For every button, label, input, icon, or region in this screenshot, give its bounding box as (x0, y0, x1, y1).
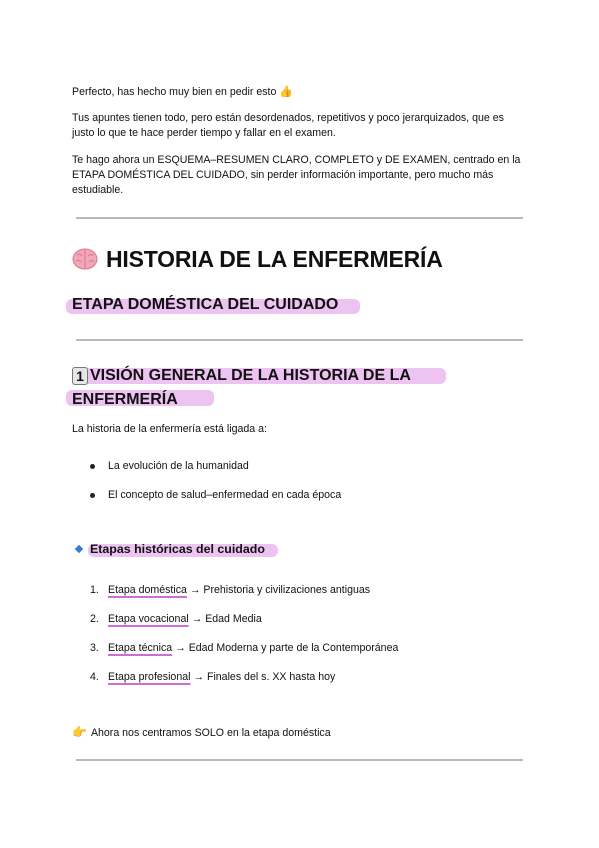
note-line (72, 725, 524, 741)
stage-number: 1. (90, 584, 99, 596)
intro-paragraph-3: Te hago ahora un ESQUEMA–RESUMEN CLARO, COMPLETO y DE EXAMEN, centrado en la ETAPA DOMÉSTICA DEL CUIDADO, sin perder información importante, pero mucho más estudiable. (72, 154, 521, 196)
list-item-text: El concepto de salud–enfermedad en cada época (108, 489, 342, 501)
pointing-hand-icon: 👉 (72, 725, 87, 739)
stage-desc: Prehistoria y civilizaciones antiguas (203, 584, 371, 596)
arrow-icon: → (193, 671, 205, 683)
list-item (90, 488, 341, 503)
stage-desc: Finales del s. XX hasta hoy (206, 671, 336, 683)
stage-name: Etapa doméstica (108, 584, 187, 596)
stage-item (90, 641, 398, 656)
bullet-icon (90, 464, 95, 469)
divider (76, 217, 523, 219)
divider (76, 759, 523, 761)
stage-desc: Edad Media (205, 613, 262, 625)
arrow-icon: → (175, 642, 186, 654)
page-title-text: HISTORIA DE LA ENFERMERÍA (106, 246, 443, 272)
stage-item (90, 612, 262, 627)
list-item-text: La evolución de la humanidad (108, 460, 249, 472)
intro-paragraph-2: Tus apuntes tienen todo, pero están desordenados, repetitivos y poco jerarquizados, que es justo lo que te hace perder tiempo y fallar en el examen. (72, 112, 504, 139)
subtitle-text: ETAPA DOMÉSTICA DEL CUIDADO (72, 296, 339, 313)
thumbs-up-icon: 👍 (279, 86, 294, 98)
brain-icon (72, 248, 98, 270)
stage-name: Etapa profesional (108, 671, 191, 683)
section-heading-text: VISIÓN GENERAL DE LA HISTORIA DE LA ENFERMERÍA (72, 367, 411, 408)
keycap-number-icon: 1 (72, 367, 88, 385)
stage-number: 2. (90, 613, 99, 625)
section-heading (72, 364, 452, 412)
stages-heading-text: Etapas históricas del cuidado (90, 542, 265, 556)
stage-item (90, 670, 335, 685)
intro-text: Perfecto, has hecho muy bien en pedir esto (72, 86, 277, 98)
stage-name: Etapa técnica (108, 642, 173, 654)
stage-item (90, 583, 370, 598)
section-intro: La historia de la enfermería está ligada a: (72, 423, 267, 435)
note-text: Ahora nos centramos SOLO en la etapa doméstica (90, 727, 331, 739)
bullet-icon (90, 493, 95, 498)
stage-name: Etapa vocacional (108, 613, 189, 625)
stage-number: 4. (90, 671, 99, 683)
subtitle (72, 296, 338, 314)
stage-desc: Edad Moderna y parte de la Contemporánea (188, 642, 399, 654)
list-item (90, 459, 249, 474)
stage-number: 3. (90, 642, 99, 654)
diamond-icon (75, 545, 83, 553)
intro-line (72, 85, 524, 100)
arrow-icon: → (189, 584, 201, 596)
page-title (72, 246, 443, 273)
arrow-icon: → (191, 613, 203, 625)
stages-heading (76, 542, 265, 556)
divider (76, 339, 523, 341)
